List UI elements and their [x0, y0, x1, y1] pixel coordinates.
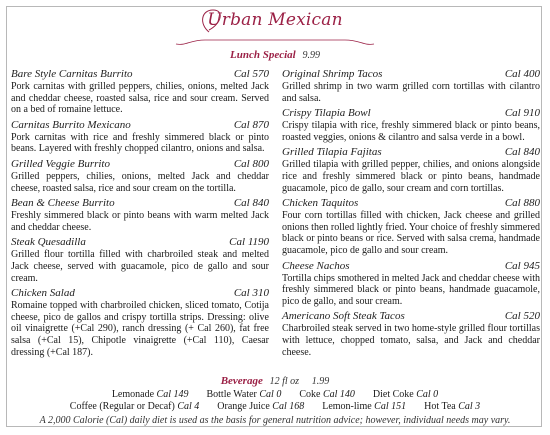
menu-item-calories: Cal 880 [504, 197, 540, 210]
menu-item-description: Grilled tilapia with grilled pepper, chilies, and onions alongside rice and freshly simmered black or pinto beans, handmade guacamole, pico de gallo, sour cream and corn tortillas. [282, 159, 540, 194]
menu-item-calories: Cal 840 [504, 146, 540, 159]
beverage-calories: Cal 0 [416, 389, 439, 400]
beverage-calories: Cal 0 [259, 389, 282, 400]
menu-item [11, 236, 269, 284]
menu-item [282, 260, 540, 308]
beverage-row-1 [0, 389, 550, 400]
beverage-item [206, 389, 281, 400]
menu-item-header [11, 236, 269, 249]
calorie-footnote: A 2,000 Calorie (Cal) daily diet is used as the basis for general nutrition advice; however, individual needs may vary. [39, 415, 511, 426]
beverage-name: Coffee (Regular or Decaf) [69, 401, 175, 412]
menu-item-header [11, 197, 269, 210]
lunch-special-heading [0, 49, 550, 61]
beverage-name: Orange Juice [217, 401, 270, 412]
beverage-item [70, 401, 200, 412]
menu-item [282, 310, 540, 358]
beverage-name: Lemonade [111, 389, 155, 400]
menu-item-name: Bean & Cheese Burrito [11, 197, 115, 210]
menu-item-description: Crispy tilapia with rice, freshly simmered black or pinto beans, roasted veggies, onions & cilantro and salsa verde in a bowl. [282, 120, 540, 143]
beverage-item [373, 389, 438, 400]
beverage-label: Beverage [220, 375, 263, 387]
menu-item-description: Pork carnitas with rice and freshly simmered black or pinto beans. Layered with freshly chopped cilantro, onions and salsa. [11, 131, 269, 155]
left-menu-column [11, 68, 269, 361]
logo-wrap [0, 10, 550, 30]
menu-item-calories: Cal 945 [504, 259, 540, 272]
beverage-name: Hot Tea [424, 401, 456, 412]
menu-item-name: Carnitas Burrito Mexicano [11, 118, 131, 131]
menu-item-calories: Cal 1190 [229, 236, 269, 249]
beverage-calories: Cal 151 [374, 401, 407, 412]
brand-logo [203, 10, 347, 30]
menu-item-description: Charbroiled steak served in two home-style grilled flour tortillas with lettuce, chopped tomato, salsa, and Jack and cheddar cheese. [282, 323, 540, 358]
beverage-item [424, 401, 480, 412]
menu-item-description: Grilled peppers, chilies, onions, melted Jack and cheddar cheese, roasted salsa, rice and sour cream on the tortilla. [11, 170, 269, 194]
menu-item-description: Grilled flour tortilla filled with charbroiled steak and melted Jack cheese, served with guacamole, pico de gallo and sour cream. [11, 249, 269, 284]
menu-item [11, 287, 269, 358]
menu-item-calories: Cal 520 [504, 310, 540, 323]
menu-item [11, 119, 269, 155]
menu-item-name: Chicken Salad [11, 287, 75, 300]
menu-item [11, 197, 269, 233]
beverage-calories: Cal 140 [322, 389, 355, 400]
beverage-name: Diet Coke [372, 389, 414, 400]
beverage-heading [0, 375, 550, 387]
menu-item-calories: Cal 310 [233, 287, 269, 300]
menu-item [11, 68, 269, 116]
menu-item-header [282, 146, 540, 159]
menu-item-name: Crispy Tilapia Bowl [282, 107, 371, 120]
menu-item [282, 146, 540, 194]
beverage-calories: Cal 4 [177, 401, 200, 412]
menu-item-name: Original Shrimp Tacos [282, 68, 383, 80]
menu-item-header [282, 107, 540, 120]
right-menu-column [282, 68, 540, 361]
menu-item-calories: Cal 570 [233, 68, 269, 80]
beverage-item [299, 389, 355, 400]
menu-item-calories: Cal 840 [233, 197, 269, 210]
beverage-calories: Cal 3 [458, 401, 481, 412]
menu-item-description: Pork carnitas with grilled peppers, chilies, onions, melted Jack and cheddar cheese, roasted salsa, rice and sour cream. Served on a bed of romaine lettuce. [11, 81, 269, 116]
menu-item [282, 107, 540, 143]
menu-item-header [11, 287, 269, 300]
menu-item-description: Tortilla chips smothered in melted Jack and cheddar cheese with freshly simmered black or pinto beans, handmade guacamole, pico de gallo, and sour cream. [282, 272, 540, 307]
beverage-size: 12 fl oz [269, 376, 300, 387]
beverage-name: Coke [299, 389, 321, 400]
menu-item-header [282, 310, 540, 323]
beverage-name: Lemon-lime [322, 401, 372, 412]
beverage-item [112, 389, 189, 400]
menu-item-name: Cheese Nachos [282, 259, 350, 272]
menu-item-name: Americano Soft Steak Tacos [282, 310, 405, 323]
menu-item-name: Grilled Veggie Burrito [11, 157, 110, 170]
menu-item [11, 158, 269, 194]
menu-item-name: Grilled Tilapia Fajitas [282, 146, 382, 159]
menu-item-calories: Cal 400 [504, 68, 540, 80]
brand-name: Urban Mexican [207, 10, 343, 30]
menu-item-calories: Cal 870 [233, 118, 269, 131]
beverage-name: Bottle Water [206, 389, 257, 400]
beverage-item [322, 401, 406, 412]
menu-item-header [282, 260, 540, 273]
beverage-calories: Cal 149 [156, 389, 189, 400]
logo-divider [0, 36, 550, 48]
menu-item [282, 197, 540, 256]
lunch-special-price: 9.99 [302, 50, 320, 61]
menu-item-description: Freshly simmered black or pinto beans with warm melted Jack and cheddar cheese. [11, 210, 269, 233]
beverage-calories: Cal 168 [272, 401, 305, 412]
menu-item [282, 68, 540, 104]
beverage-item [217, 401, 304, 412]
menu-item-calories: Cal 800 [233, 157, 269, 170]
menu-item-header [11, 158, 269, 171]
menu-item-description: Grilled shrimp in two warm grilled corn tortillas with cilantro and salsa. [282, 81, 540, 104]
menu-item-header [282, 197, 540, 210]
lunch-special-label: Lunch Special [230, 49, 296, 61]
menu-item-name: Bare Style Carnitas Burrito [11, 68, 133, 80]
menu-item-name: Steak Quesadilla [11, 236, 86, 249]
menu-item-description: Romaine topped with charbroiled chicken, sliced tomato, Cotija cheese, pico de gallos and crispy tortilla strips. Dressing: olive oil vinaigrette (+Cal 290), ranch dressing (+ Cal 260), fat free salsa (+Cal 15), Chipotle vinaigrette (+Cal 110), Caesar dressing (+Cal 187). [11, 300, 269, 358]
menu-item-header [11, 119, 269, 132]
beverage-price: 1.99 [311, 376, 330, 387]
menu-item-calories: Cal 910 [504, 107, 540, 120]
menu-item-header [11, 68, 269, 81]
menu-item-name: Chicken Taquitos [282, 197, 359, 210]
menu-item-description: Four corn tortillas filled with chicken, Jack cheese and grilled onions then rolled lightly fried. Your choice of freshly simmered black or pinto beans or rice. Served with salsa crema, handmade guacamole, pico de gallo and sour cream. [282, 210, 541, 256]
beverage-row-2 [0, 401, 550, 412]
menu-item-header [282, 68, 540, 81]
